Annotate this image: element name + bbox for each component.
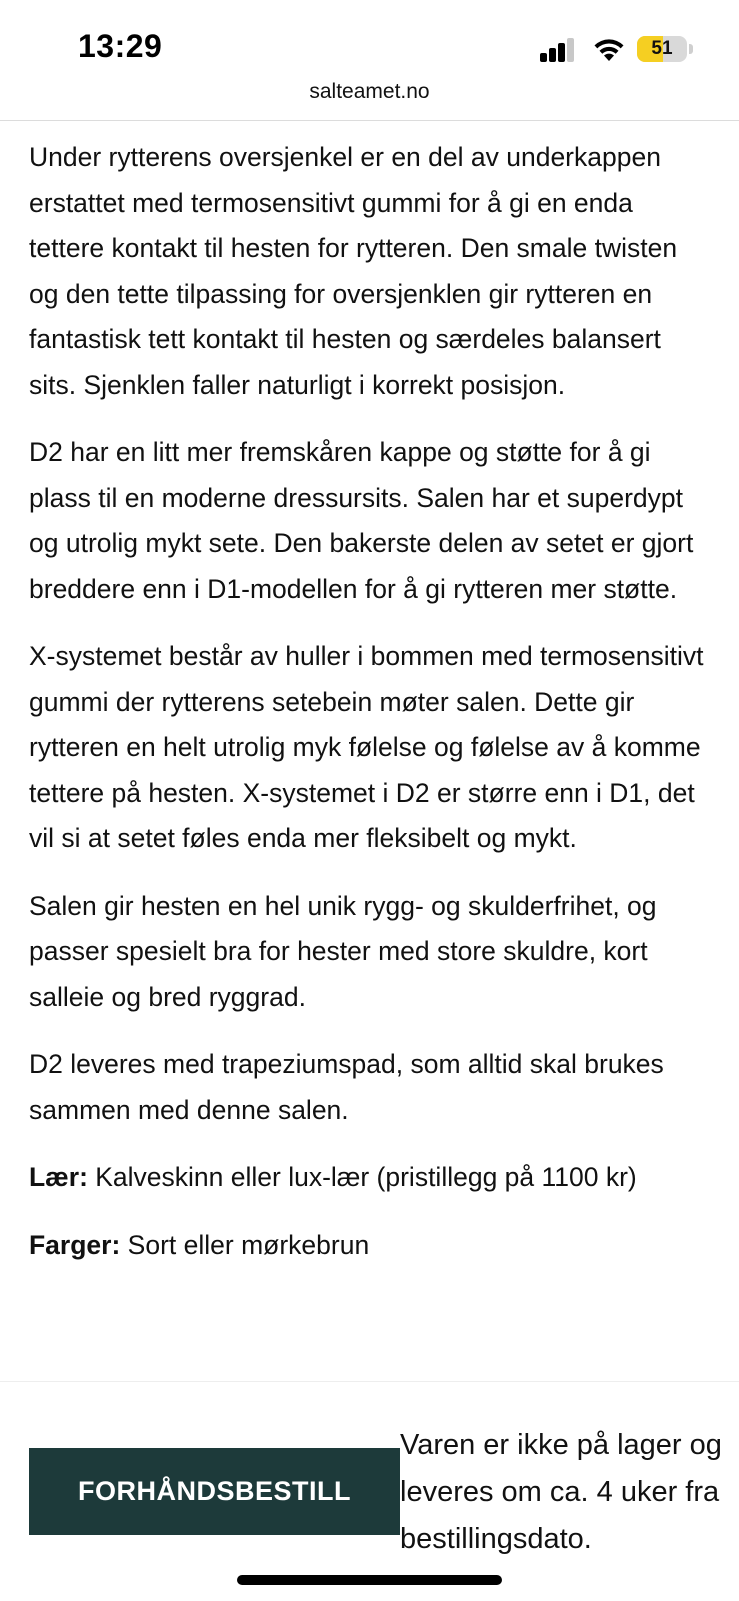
- home-indicator[interactable]: [237, 1575, 502, 1585]
- wifi-icon: [592, 35, 626, 63]
- status-bar: [0, 0, 739, 121]
- product-description: [29, 135, 713, 1290]
- purchase-bar: [0, 1381, 739, 1601]
- address-bar-url[interactable]: salteamet.no: [309, 80, 430, 103]
- description-paragraph: D2 har en litt mer fremskåren kappe og støtte for å gi plass til en moderne dressursits. Salen har et superdypt og utrolig mykt sete. Den bakerste delen av setet er gjort breddere enn i D1-modellen for å gi rytteren mer støtte.: [29, 437, 694, 604]
- cellular-signal-icon: [540, 38, 576, 62]
- description-paragraph: X-systemet består av huller i bommen med termosensitivt gummi der rytterens setebein møter salen. Dette gir rytteren en helt utrolig myk følelse og følelse av å komme tettere på hesten. X-systemet i D2 er større enn i D1, det vil si at setet føles enda mer fleksibelt og mykt.: [29, 641, 704, 853]
- colors-label: Farger:: [29, 1229, 121, 1260]
- leather-label: Lær:: [29, 1162, 88, 1192]
- stock-availability-note: Varen er ikke på lager og leveres om ca. 4 uker fra bestillingsdato.: [400, 1429, 722, 1555]
- leather-spec: [29, 1155, 713, 1201]
- leather-value: Kalveskinn eller lux-lær (pristillegg på 1100 kr): [87, 1162, 637, 1192]
- colors-spec: [29, 1223, 713, 1269]
- battery-icon: [637, 36, 687, 62]
- status-time: 13:29: [78, 28, 163, 64]
- description-paragraph: Salen gir hesten en hel unik rygg- og skulderfrihet, og passer spesielt bra for hester med store skuldre, kort salleie og bred ryggrad.: [29, 890, 657, 1012]
- preorder-button[interactable]: FORHÅNDSBESTILL: [29, 1448, 400, 1535]
- description-paragraph: Under rytterens oversjenkel er en del av underkappen erstattet med termosensitivt gummi for å gi en enda tettere kontakt til hesten for rytteren. Den smale twisten og den tette tilpassing for oversjenklen gir rytteren en fantastisk tett kontakt til hesten og særdeles balansert sits. Sjenklen faller naturligt i korrekt posisjon.: [29, 142, 678, 400]
- battery-level-text: 51: [651, 38, 673, 59]
- battery-cap: [689, 44, 693, 54]
- colors-value: Sort eller mørkebrun: [120, 1229, 370, 1260]
- description-paragraph: D2 leveres med trapeziumspad, som alltid skal brukes sammen med denne salen.: [29, 1049, 664, 1125]
